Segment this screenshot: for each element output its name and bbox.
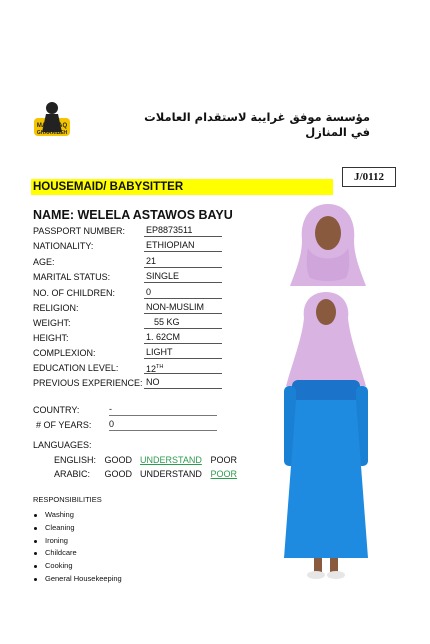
detail-label: AGE: [33, 257, 55, 267]
education-value: 12 [146, 364, 157, 374]
responsibilities-title: RESPONSIBILITIES [33, 495, 102, 504]
name-label: NAME [33, 208, 70, 222]
job-title-bar: HOUSEMAID/ BABYSITTER [31, 179, 333, 195]
detail-value: 55 KG [144, 316, 222, 329]
detail-value: 21 [144, 255, 222, 268]
education-suffix: TH [156, 364, 164, 370]
responsibilities-list [33, 509, 122, 586]
name-value: WELELA ASTAWOS BAYU [77, 208, 233, 222]
reference-number: J/0112 [342, 167, 396, 187]
language-level-good: GOOD [104, 469, 133, 479]
headshot-photo [288, 200, 368, 286]
detail-value: LIGHT [144, 346, 222, 359]
detail-value: EP8873511 [144, 224, 222, 237]
language-name: ARABIC: [54, 469, 91, 479]
agency-arabic-line1: مؤسسة موفق غرايبة لاستقدام العاملات [144, 110, 370, 124]
detail-value [144, 361, 222, 374]
language-row-english [54, 455, 237, 465]
list-item: General Housekeeping [33, 573, 122, 586]
years-label: # OF YEARS: [36, 420, 92, 430]
detail-value: NO [144, 376, 222, 389]
svg-text:MAUAFAQ: MAUAFAQ [36, 123, 68, 129]
detail-label: COMPLEXION: [33, 348, 96, 358]
list-item: Childcare [33, 547, 122, 560]
country-value: - [109, 403, 217, 416]
detail-label: PREVIOUS EXPERIENCE: [33, 378, 143, 388]
list-item: Washing [33, 509, 122, 522]
language-level-poor-selected: POOR [210, 469, 238, 479]
detail-value: 0 [144, 286, 222, 299]
language-level-understand-selected: UNDERSTAND [140, 455, 202, 465]
language-level-good: GOOD [104, 455, 133, 465]
language-level-poor: POOR [210, 455, 238, 465]
language-level-understand: UNDERSTAND [140, 469, 202, 479]
full-body-photo [280, 288, 372, 584]
detail-value: 1. 62CM [144, 331, 222, 344]
svg-text:GHARAIBEH: GHARAIBEH [36, 130, 68, 136]
language-row-arabic [54, 469, 237, 479]
language-name: ENGLISH: [54, 455, 97, 465]
detail-label: NO. OF CHILDREN: [33, 288, 116, 298]
detail-label: NATIONALITY: [33, 241, 94, 251]
agency-arabic-line2: في المنازل [305, 125, 370, 139]
detail-label: EDUCATION LEVEL: [33, 363, 119, 373]
detail-label: WEIGHT: [33, 318, 71, 328]
languages-title: LANGUAGES: [33, 440, 92, 450]
detail-value: NON-MUSLIM [144, 301, 222, 314]
list-item: Ironing [33, 535, 122, 548]
detail-label: PASSPORT NUMBER: [33, 226, 126, 236]
list-item: Cleaning [33, 522, 122, 535]
detail-label: RELIGION: [33, 303, 79, 313]
candidate-name: NAME: WELELA ASTAWOS BAYU [33, 208, 233, 222]
detail-label: HEIGHT: [33, 333, 69, 343]
list-item: Cooking [33, 560, 122, 573]
detail-value: ETHIOPIAN [144, 239, 222, 252]
country-label: COUNTRY: [33, 405, 80, 415]
detail-label: MARITAL STATUS: [33, 272, 111, 282]
agency-logo [28, 98, 76, 146]
agency-arabic-name [130, 110, 370, 140]
detail-value: SINGLE [144, 270, 222, 283]
years-value: 0 [109, 418, 217, 431]
